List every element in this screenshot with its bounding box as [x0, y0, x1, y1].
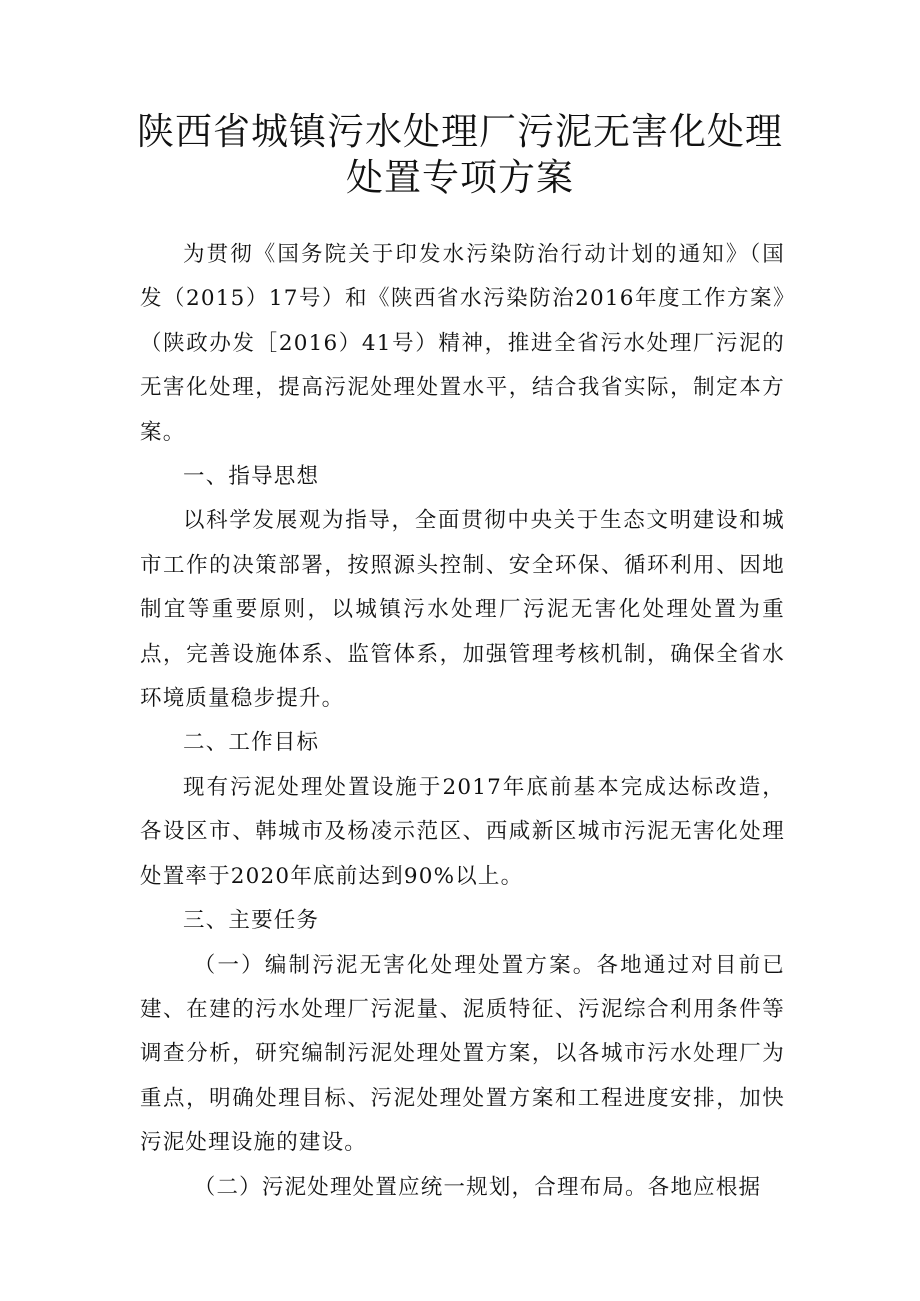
section-paragraph-guiding-ideology: 以科学发展观为指导，全面贯彻中央关于生态文明建设和城市工作的决策部署，按照源头控制、安全环保、循环利用、因地制宜等重要原则，以城镇污水处理厂污泥无害化处理处置为重点，完善设施体系、监管体系，加强管理考核机制，确保全省水环境质量稳步提升。	[140, 508, 785, 712]
section-heading-guiding-ideology: 一、指导思想	[183, 464, 320, 490]
task-paragraph-2: （二）污泥处理处置应统一规划，合理布局。各地应根据	[193, 1174, 762, 1200]
task-paragraph-1: （一）编制污泥无害化处理处置方案。各地通过对目前已建、在建的污水处理厂污泥量、泥质特征、污泥综合利用条件等调查分析，研究编制污泥处理处置方案，以各城市污水处理厂为重点，明确处理目标、污泥处理处置方案和工程进度安排，加快污泥处理设施的建设。	[140, 952, 785, 1156]
document-title-line1: 陕西省城镇污水处理厂污泥无害化处理	[137, 110, 783, 153]
intro-paragraph: 为贯彻《国务院关于印发水污染防治行动计划的通知》（国发（2015）17号）和《陕西省水污染防治2016年度工作方案》（陕政办发［2016）41号）精神，推进全省污水处理厂污泥的无害化处理，提高污泥处理处置水平，结合我省实际，制定本方案。	[140, 242, 785, 445]
document-body	[140, 233, 785, 1210]
section-heading-main-tasks: 三、主要任务	[183, 908, 320, 934]
section-paragraph-work-goals: 现有污泥处理处置设施于2017年底前基本完成达标改造，各设区市、韩城市及杨凌示范区、西咸新区城市污泥无害化处理处置率于2020年底前达到90%以上。	[140, 774, 785, 889]
section-heading-work-goals: 二、工作目标	[183, 730, 320, 756]
document-title-line2: 处置专项方案	[346, 156, 574, 199]
